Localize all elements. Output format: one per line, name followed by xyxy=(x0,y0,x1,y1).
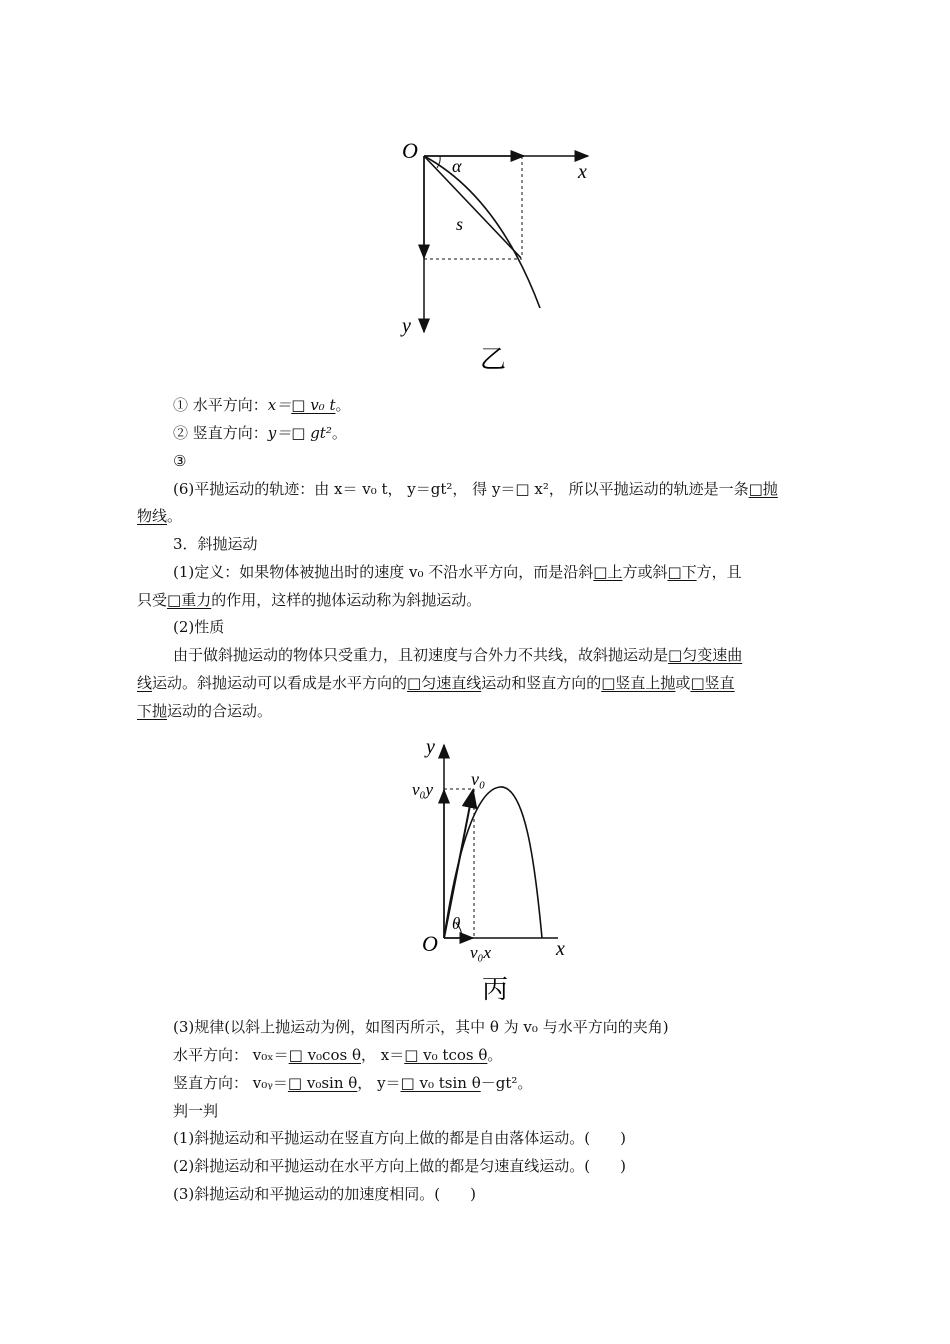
line-17: (1)斜抛运动和平抛运动在竖直方向上做的都是自由落体运动。( ) xyxy=(173,1129,626,1147)
figure-bing xyxy=(400,733,590,1007)
caption-yi: 乙 xyxy=(480,345,507,374)
figure-yi xyxy=(378,126,608,392)
figure-yi-svg xyxy=(378,126,608,392)
line-13: (3)规律(以斜上抛运动为例，如图丙所示，其中 θ 为 v₀ 与水平方向的夹角) xyxy=(173,1018,669,1036)
line-8: 只受□重力的作用，这样的抛体运动称为斜抛运动。 xyxy=(137,591,482,609)
label-v0: v₀ xyxy=(471,769,486,789)
figure-bing-svg xyxy=(400,733,590,1007)
caption-bing: 丙 xyxy=(482,975,509,1004)
line-10: 由于做斜抛运动的物体只受重力，且初速度与合外力不共线，故斜抛运动是□匀变速曲 xyxy=(173,646,743,664)
line-3: ③ xyxy=(173,452,187,470)
line-1: ① 水平方向：x＝□ v₀ t。 xyxy=(173,396,351,414)
line-14: 水平方向： v₀ₓ＝□ v₀cos θ， x＝□ v₀ tcos θ。 xyxy=(173,1046,503,1064)
line-5: 物线。 xyxy=(137,507,183,525)
line-9: (2)性质 xyxy=(173,618,225,636)
line-7: (1)定义：如果物体被抛出时的速度 v₀ 不沿水平方向，而是沿斜□上方或斜□下方，且 xyxy=(173,563,742,581)
line-19: (3)斜抛运动和平抛运动的加速度相同。( ) xyxy=(173,1185,476,1203)
line-15: 竖直方向： v₀ᵧ＝□ v₀sin θ， y＝□ v₀ tsin θ－gt²。 xyxy=(173,1074,533,1092)
line-2: ② 竖直方向：y＝□ gt²。 xyxy=(173,424,347,442)
label-x: x xyxy=(578,161,587,183)
label-v0x: v₀x xyxy=(470,943,492,962)
label-v0y: v₀y xyxy=(412,780,434,799)
label-s: s xyxy=(456,214,464,234)
line-16: 判一判 xyxy=(173,1102,219,1120)
trajectory xyxy=(424,156,540,308)
label-x: x xyxy=(556,938,565,960)
line-11: 线运动。斜抛运动可以看成是水平方向的□匀速直线运动和竖直方向的□竖直上抛或□竖直 xyxy=(137,674,735,692)
label-alpha: α xyxy=(452,156,462,176)
line-12: 下抛运动的合运动。 xyxy=(137,702,273,720)
line-18: (2)斜抛运动和平抛运动在水平方向上做的都是匀速直线运动。( ) xyxy=(173,1157,626,1175)
line-4: (6)平抛运动的轨迹：由 x＝ v₀ t， y＝gt²， 得 y＝□ x²， 所以平抛运动的轨迹是一条□抛 xyxy=(173,480,778,498)
label-O: O xyxy=(402,138,418,163)
label-y: y xyxy=(426,736,435,758)
label-y: y xyxy=(402,315,411,337)
displacement-s xyxy=(424,156,521,258)
label-theta: θ xyxy=(452,914,461,933)
line-6: 3．斜抛运动 xyxy=(173,535,258,553)
label-O: O xyxy=(422,931,438,956)
